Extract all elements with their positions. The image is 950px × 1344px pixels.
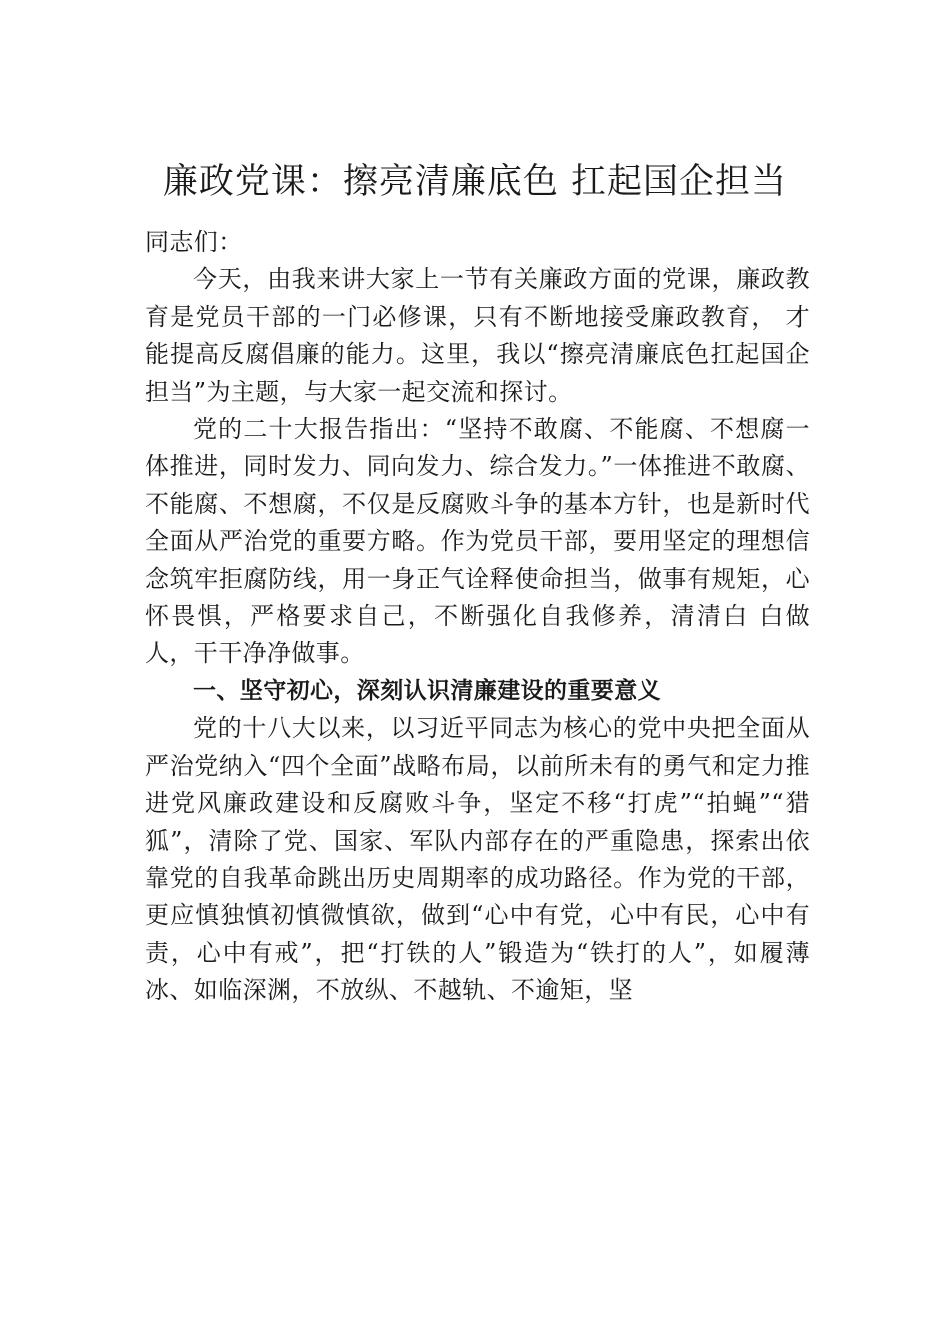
paragraph-section-1: 党的十八大以来，以习近平同志为核心的党中央把全面从严治党纳入“四个全面”战略布局，以前所未有的勇气和定力推进党风廉政建设和反腐败斗争，坚定不移“打虎”“拍蝇”“猎狐”，清除了党、国家、军队内部存在的严重隐患，探索出依靠党的自我革命跳出历史周期率的成功路径。作为党的干部，更应慎独慎初慎微慎欲，做到“心中有党，心中有民，心中有责，心中有戒”，把“打铁的人”锻造为“铁打的人”，如履薄冰、如临深渊，不放纵、不越轨、不逾矩，坚 xyxy=(145,714,810,1005)
document-title: 廉政党课：擦亮清廉底色 扛起国企担当 xyxy=(162,162,788,202)
paragraph-intro: 今天，由我来讲大家上一节有关廉政方面的党课，廉政教育是党员干部的一门必修课，只有不断地接受廉政教育， 才能提高反腐倡廉的能力。这里，我以“擦亮清廉底色扛起国企担当”为主题，与大家一起交流和探讨。 xyxy=(145,265,810,406)
paragraph-report: 党的二十大报告指出：“坚持不敢腐、不能腐、不想腐一体推进，同时发力、同向发力、综合发力。”一体推进不敢腐、不能腐、不想腐，不仅是反腐败斗争的基本方针，也是新时代全面从严治党的重要方略。作为党员干部，要用坚定的理想信念筑牢拒腐防线，用一身正气诠释使命担当，做事有规矩，心怀畏惧，严格要求自己，不断强化自我修养，清清白 白做人，干干净净做事。 xyxy=(145,415,810,668)
document-body xyxy=(145,224,810,1010)
greeting: 同志们： xyxy=(145,228,243,256)
section-heading-1: 一、坚守初心，深刻认识清廉建设的重要意义 xyxy=(193,677,661,704)
